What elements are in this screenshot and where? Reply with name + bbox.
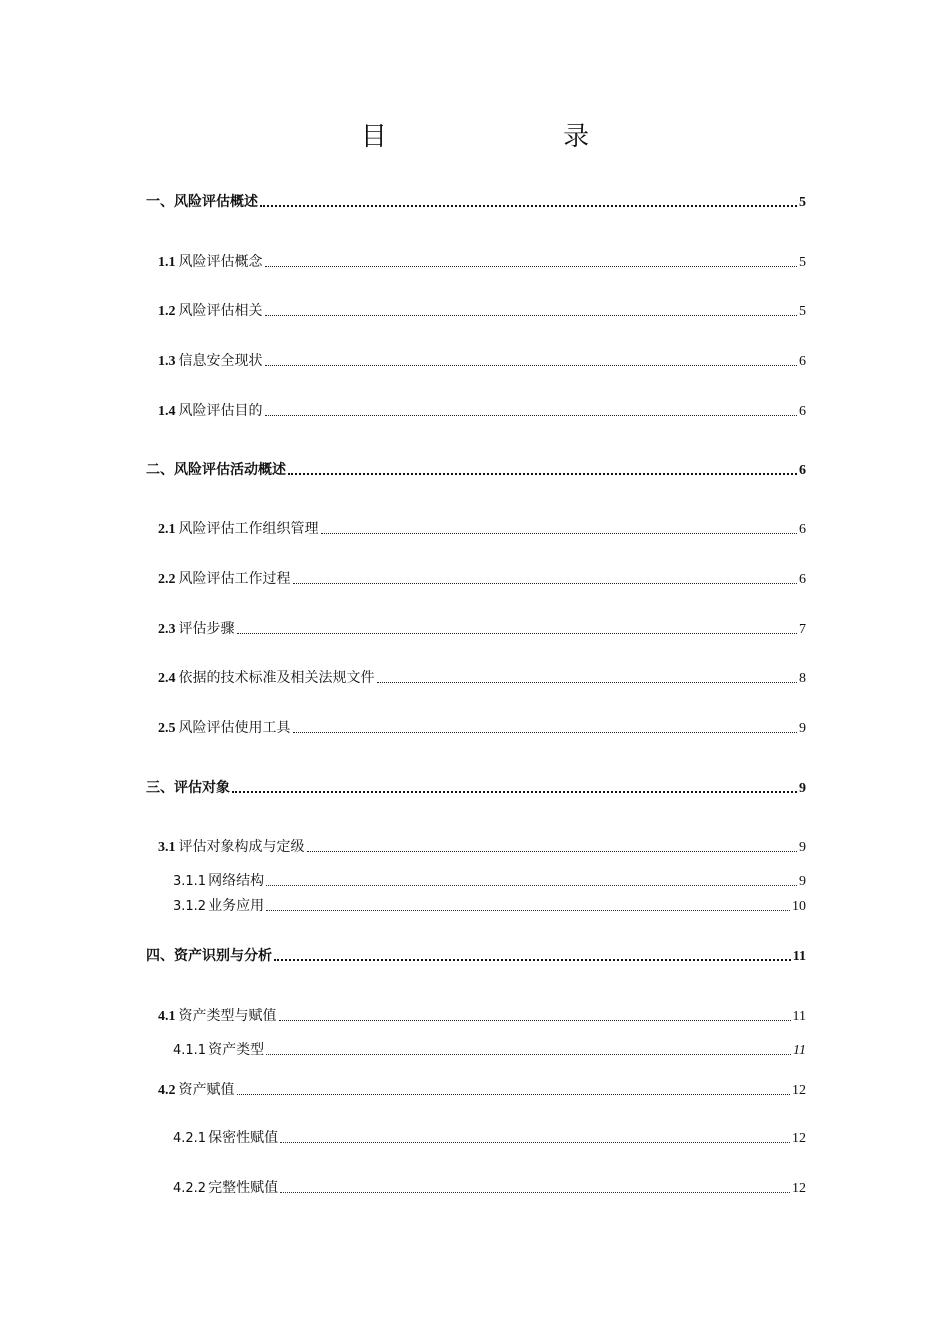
toc-entry-label: 资产类型与赋值 [178,1008,277,1024]
toc-entry[interactable] [158,302,806,320]
toc-entry-number: 2.3 [158,622,176,637]
toc-entry-page: 6 [799,404,806,419]
dot-leader [265,414,798,416]
dot-leader [321,532,798,534]
dot-leader [265,314,798,316]
toc-entry-number: 4.1 [158,1009,176,1024]
toc-entry-label: 依据的技术标准及相关法规文件 [178,670,375,686]
toc-entry-page: 11 [792,1009,806,1024]
toc-entry-number: 1.2 [158,304,176,319]
toc-entry-page: 5 [799,255,806,270]
toc-entry-page: 6 [799,463,806,478]
dot-leader [260,204,797,207]
toc-entry[interactable] [158,1007,806,1025]
toc-entry-page: 10 [792,899,806,914]
toc-entry[interactable] [146,779,806,797]
toc-entry-number: 2.1 [158,522,176,537]
toc-entry[interactable] [173,1129,806,1147]
dot-leader [232,790,797,793]
dot-leader [293,731,798,733]
toc-entry-label: 风险评估目的 [178,403,263,419]
toc-entry-label: 风险评估使用工具 [178,720,291,736]
toc-entry-page: 9 [799,874,806,889]
toc-entry-page: 6 [799,522,806,537]
toc-entry-label: 完整性赋值 [208,1180,279,1196]
toc-entry[interactable] [173,897,806,915]
toc-entry-label: 风险评估相关 [178,303,263,319]
toc-entry-page: 6 [799,572,806,587]
toc-entry[interactable] [158,520,806,538]
toc-entry-page: 6 [799,354,806,369]
toc-entry-number: 1.1 [158,255,176,270]
toc-entry-label: 评估对象构成与定级 [178,839,305,855]
toc-entry-number: 2.4 [158,671,176,686]
toc-entry-label: 风险评估概念 [178,254,263,270]
dot-leader [280,1141,790,1143]
dot-leader [293,582,798,584]
toc-entry-label: 业务应用 [208,898,265,914]
toc-entry-label: 四、资产识别与分析 [146,948,272,964]
toc-entry-number: 3.1.2 [173,899,207,914]
page-title: 目 录 [360,122,674,152]
toc-entry-page: 5 [799,195,806,210]
toc-entry[interactable] [158,352,806,370]
toc-entry[interactable] [173,1041,806,1059]
toc-entry-label: 三、评估对象 [146,780,230,796]
toc-entry-label: 风险评估工作组织管理 [178,521,319,537]
toc-entry[interactable] [158,1081,806,1099]
dot-leader [266,1053,791,1055]
toc-entry-label: 网络结构 [208,873,265,889]
toc-entry[interactable] [173,1179,806,1197]
toc-entry-page: 11 [793,1043,806,1058]
toc-entry[interactable] [158,570,806,588]
dot-leader [265,265,798,267]
toc-entry[interactable] [158,719,806,737]
toc-entry[interactable] [158,253,806,271]
toc-entry[interactable] [173,872,806,890]
toc-entry-page: 8 [799,671,806,686]
toc-entry-number: 1.3 [158,354,176,369]
toc-entry-number: 2.5 [158,721,176,736]
dot-leader [280,1191,790,1193]
toc-entry-number: 3.1.1 [173,874,207,889]
toc-entry-number: 2.2 [158,572,176,587]
dot-leader [237,1093,791,1095]
toc-entry-page: 12 [792,1131,806,1146]
dot-leader [377,681,798,683]
toc-entry[interactable] [158,838,806,856]
toc-entry-page: 12 [792,1083,806,1098]
toc-entry-page: 11 [792,949,806,964]
dot-leader [288,472,797,475]
toc-entry-page: 5 [799,304,806,319]
toc-entry[interactable] [146,461,806,479]
toc-entry-number: 4.2.2 [173,1181,207,1196]
toc-entry-page: 7 [799,622,806,637]
toc-entry[interactable] [158,620,806,638]
toc-entry-label: 资产类型 [208,1042,265,1058]
toc-entry[interactable] [146,947,806,965]
toc-entry-page: 9 [799,840,806,855]
toc-entry-label: 资产赋值 [178,1082,235,1098]
dot-leader [274,958,791,961]
toc-entry-label: 风险评估工作过程 [178,571,291,587]
dot-leader [307,850,798,852]
dot-leader [279,1019,791,1021]
toc-entry-number: 1.4 [158,404,176,419]
toc-entry-number: 4.2 [158,1083,176,1098]
dot-leader [265,364,798,366]
toc-entry-label: 一、风险评估概述 [146,194,258,210]
toc-entry-page: 9 [799,721,806,736]
toc-entry-number: 4.1.1 [173,1043,207,1058]
toc-entry-label: 二、风险评估活动概述 [146,462,286,478]
toc-entry-number: 4.2.1 [173,1131,207,1146]
toc-entry-page: 9 [799,781,806,796]
dot-leader [266,909,790,911]
dot-leader [237,632,798,634]
toc-entry-number: 3.1 [158,840,176,855]
toc-entry-label: 保密性赋值 [208,1130,279,1146]
toc-entry[interactable] [158,402,806,420]
toc-entry-page: 12 [792,1181,806,1196]
toc-entry[interactable] [158,669,806,687]
toc-entry[interactable] [146,193,806,211]
toc-entry-label: 信息安全现状 [178,353,263,369]
toc-entry-label: 评估步骤 [178,621,235,637]
dot-leader [266,884,797,886]
